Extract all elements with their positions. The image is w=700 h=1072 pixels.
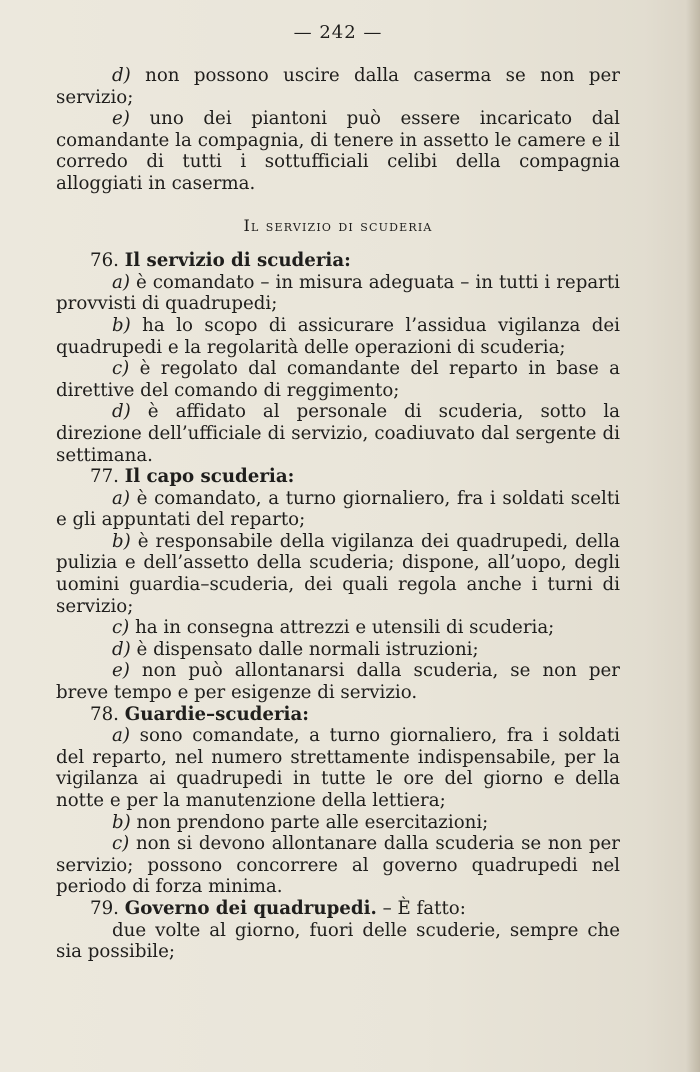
item-label: a) [112,725,130,747]
page-body [56,65,620,963]
list-item [56,812,620,834]
item-text: è affidato al personale di scuderia, sotto la direzione dell’ufficiale di servizio, coadiuvato dal sergente di settimana. [56,401,620,466]
list-item [56,833,620,898]
item-label: b) [112,314,131,336]
article-heading-rest: – È fatto: [376,897,466,919]
article-title: Guardie–scuderia: [124,703,309,725]
item-text: non prendono parte alle esercitazioni; [130,811,489,833]
item-label: d) [112,401,131,423]
item-text: è comandato, a turno giornaliero, fra i soldati scelti e gli appuntati del reparto; [56,487,620,531]
list-item [56,272,620,315]
article-heading [56,466,620,488]
list-item [56,315,620,358]
item-label: c) [112,617,130,639]
item-label: c) [112,833,130,855]
item-text: non può allontanarsi dalla scuderia, se non per breve tempo e per esigenze di servizio. [56,660,620,704]
article-title: Governo dei quadrupedi. [124,897,377,919]
closing-paragraph: due volte al giorno, fuori delle scuderie, sempre che sia possibile; [56,919,620,963]
list-item [56,108,620,194]
list-item [56,725,620,811]
item-label: d) [112,638,131,660]
item-text: è comandato – in misura adeguata – in tutti i reparti provvisti di quadrupedi; [56,271,620,315]
article-title: Il capo scuderia: [124,466,295,488]
item-text: è responsabile della vigilanza dei quadrupedi, della pulizia e dell’assetto della scuderia; dispone, all’uopo, degli uomini guardia–scuderia, dei quali regola anche i turni di servizio; [56,530,620,617]
article-title: Il servizio di scuderia: [124,250,351,272]
article-heading [56,250,620,272]
list-item [56,660,620,703]
item-text: non possono uscire dalla caserma se non per servizio; [56,65,620,108]
item-label: c) [112,358,130,380]
article-number: 78. [90,703,119,725]
item-label: b) [112,811,131,833]
article-number: 79. [90,897,119,919]
article-heading [56,704,620,726]
list-item [56,531,620,617]
item-text: ha in consegna attrezzi e utensili di scuderia; [129,617,555,639]
article-number: 77. [90,466,119,488]
list-item [56,639,620,661]
item-label: a) [112,271,130,293]
list-item [56,65,620,108]
list-item [56,358,620,401]
item-text: uno dei piantoni può essere incaricato dal comandante la compagnia, di tenere in assetto le camere e il corredo di tutti i sottufficiali celibi della compagnia alloggiati in caserma. [56,108,620,194]
list-item [56,488,620,531]
article-number: 76. [90,250,119,272]
item-label: e) [112,108,130,130]
article-heading [56,898,620,920]
page-edge-shadow [686,0,700,1072]
item-label: e) [112,660,130,682]
item-text: non si devono allontanare dalla scuderia se non per servizio; possono concorrere al governo quadrupedi nel periodo di forza minima. [56,833,620,898]
item-label: b) [112,530,131,552]
item-text: ha lo scopo di assicurare l’assidua vigilanza dei quadrupedi e la regolarità delle operazioni di scuderia; [56,314,620,358]
item-text: è regolato dal comandante del reparto in base a direttive del comando di reggimento; [56,358,620,401]
item-text: sono comandate, a turno giornaliero, fra i soldati del reparto, nel numero strettamente indispensabile, per la vigilanza ai quadrupedi in tutte le ore del giorno e della notte e per la manutenzione della lettiera; [56,725,620,811]
list-item [56,401,620,466]
item-label: d) [112,65,131,86]
item-text: è dispensato dalle normali istruzioni; [130,638,479,660]
item-label: a) [112,487,130,509]
section-title: Il servizio di scuderia [243,215,433,235]
list-item [56,617,620,639]
page-number: — 242 — [293,22,383,43]
